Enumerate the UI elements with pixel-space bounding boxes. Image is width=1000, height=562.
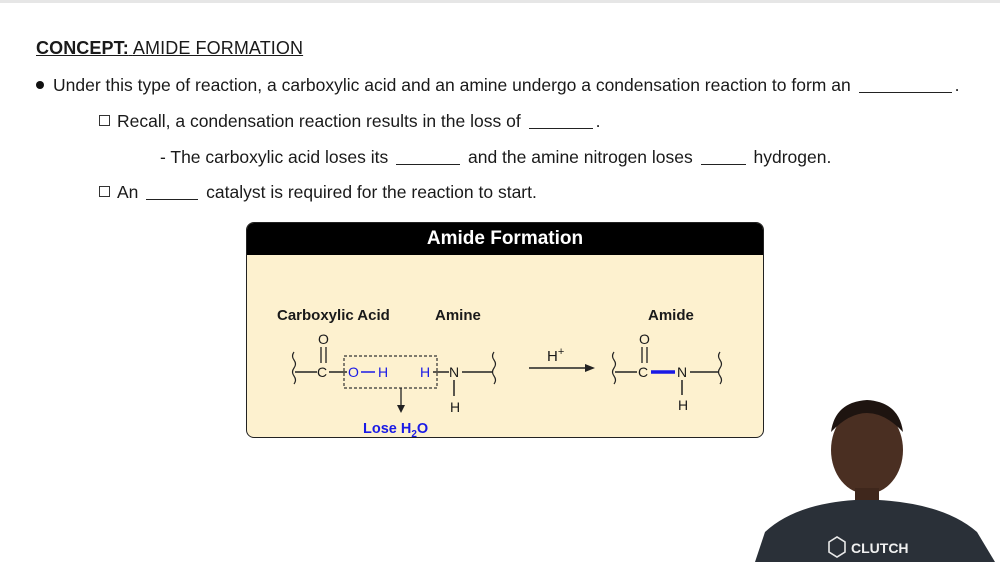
label-carboxylic-acid: Carboxylic Acid bbox=[277, 307, 390, 324]
presenter-video bbox=[755, 392, 1000, 562]
answer-blank-5 bbox=[146, 184, 198, 200]
atom-nitrogen: N bbox=[449, 364, 460, 380]
top-divider bbox=[0, 0, 1000, 3]
wavy-bond-icon bbox=[493, 352, 496, 384]
label-amine: Amine bbox=[435, 307, 481, 324]
down-arrowhead-icon bbox=[397, 405, 405, 413]
label-amide: Amide bbox=[648, 307, 694, 324]
bullet-main bbox=[36, 75, 959, 96]
wavy-bond-icon bbox=[293, 352, 296, 384]
loses-part1: - The carboxylic acid loses its bbox=[160, 147, 389, 167]
bullet-dot-icon bbox=[36, 81, 44, 89]
bullet-recall-end: . bbox=[595, 111, 601, 131]
concept-prefix: CONCEPT: bbox=[36, 38, 129, 58]
amide-formation-panel bbox=[246, 222, 764, 438]
wavy-bond-icon bbox=[719, 352, 722, 384]
answer-blank-2 bbox=[529, 113, 593, 129]
loses-part2: and the amine nitrogen loses bbox=[468, 147, 693, 167]
amide-carbon: C bbox=[638, 364, 649, 380]
bullet-loses bbox=[160, 147, 831, 168]
amide-hydrogen: H bbox=[678, 397, 689, 413]
atom-oxygen-hydroxyl: O bbox=[348, 364, 359, 380]
atom-oxygen: O bbox=[318, 331, 329, 347]
atom-hydrogen-amine: H bbox=[420, 364, 431, 380]
bullet-catalyst bbox=[99, 182, 537, 203]
atom-hydrogen-hydroxyl: H bbox=[378, 364, 389, 380]
checkbox-icon bbox=[99, 186, 110, 197]
catalyst-part1: An bbox=[117, 182, 139, 202]
clutch-logo-text: CLUTCH bbox=[851, 540, 909, 556]
bullet-recall-text: Recall, a condensation reaction results in the loss of bbox=[117, 111, 521, 131]
lose-water-label: Lose $H_2O$ bbox=[363, 421, 429, 437]
amide-oxygen: O bbox=[639, 331, 650, 347]
bullet-recall bbox=[99, 111, 600, 132]
panel-header: Amide Formation bbox=[247, 223, 763, 255]
checkbox-icon bbox=[99, 115, 110, 126]
wavy-bond-icon bbox=[613, 352, 616, 384]
catalyst-label: H+ bbox=[547, 346, 565, 365]
atom-carbon: C bbox=[317, 364, 328, 380]
reaction-arrowhead-icon bbox=[585, 364, 595, 372]
concept-title bbox=[36, 38, 303, 59]
concept-name: AMIDE FORMATION bbox=[132, 38, 304, 58]
answer-blank-4 bbox=[701, 149, 746, 165]
reaction-diagram bbox=[247, 255, 763, 437]
answer-blank-3 bbox=[396, 149, 460, 165]
loses-part3: hydrogen. bbox=[753, 147, 832, 167]
answer-blank-1 bbox=[859, 77, 952, 93]
bullet-main-end: . bbox=[954, 75, 960, 95]
amide-nitrogen: N bbox=[677, 364, 688, 380]
atom-hydrogen: H bbox=[450, 399, 461, 415]
catalyst-part2: catalyst is required for the reaction to start. bbox=[206, 182, 537, 202]
bullet-main-text: Under this type of reaction, a carboxylic acid and an amine undergo a condensation reaction to form an bbox=[53, 75, 851, 95]
